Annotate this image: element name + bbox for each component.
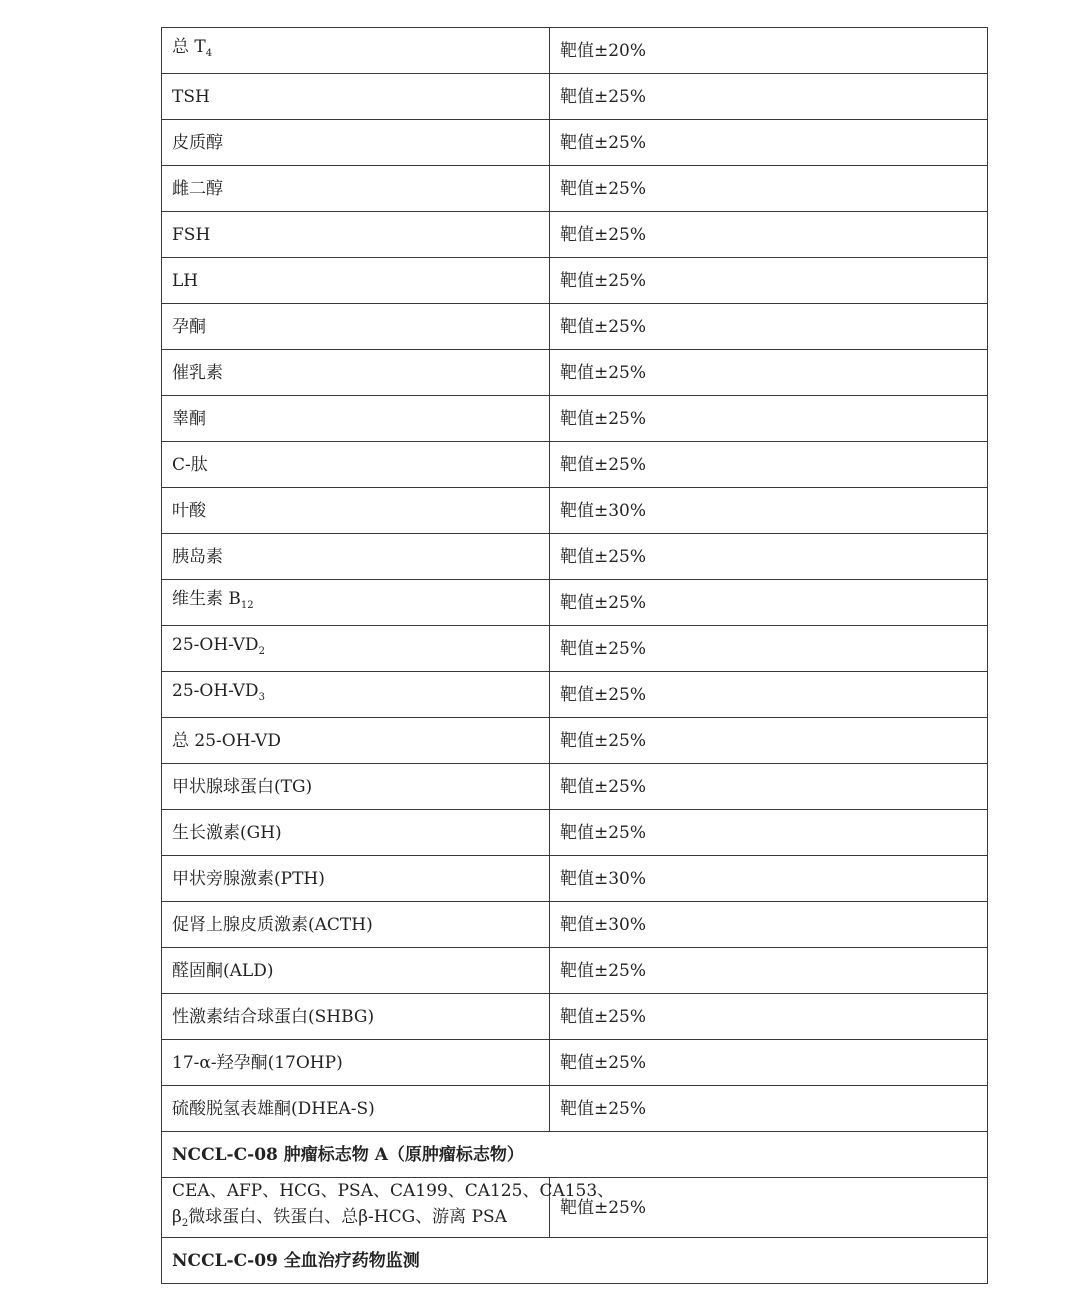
tumor-marker-line-2-rest: 微球蛋白、铁蛋白、总β-HCG、游离 PSA	[188, 1207, 507, 1227]
item-name-text: 催乳素	[172, 362, 223, 383]
tumor-marker-line-1: CEA、AFP、HCG、PSA、CA199、CA125、CA153、	[172, 1181, 615, 1201]
item-value: 靶值±25%	[550, 948, 988, 994]
item-value: 靶值±25%	[550, 810, 988, 856]
item-value: 靶值±25%	[550, 1086, 988, 1132]
table-row	[162, 672, 988, 718]
item-name-text: 性激素结合球蛋白(SHBG)	[172, 1006, 375, 1027]
table-row	[162, 120, 988, 166]
item-name	[162, 672, 550, 718]
item-name-text: 皮质醇	[172, 132, 223, 153]
item-name-text: FSH	[172, 224, 211, 245]
item-value: 靶值±25%	[550, 764, 988, 810]
table-row	[162, 764, 988, 810]
item-value: 靶值±25%	[550, 626, 988, 672]
beta-symbol: β	[172, 1207, 182, 1227]
item-name	[162, 350, 550, 396]
item-name-text: 甲状腺球蛋白(TG)	[172, 776, 313, 797]
item-value: 靶值±25%	[550, 718, 988, 764]
table-row	[162, 488, 988, 534]
section-title-c09: NCCL-C-09 全血治疗药物监测	[162, 1238, 988, 1284]
item-value: 靶值±20%	[550, 28, 988, 74]
item-value: 靶值±25%	[550, 580, 988, 626]
item-name-text: 总 25-OH-VD	[172, 730, 281, 751]
item-value: 靶值±25%	[550, 1040, 988, 1086]
item-value: 靶值±25%	[550, 166, 988, 212]
table-row	[162, 994, 988, 1040]
item-name	[162, 120, 550, 166]
criteria-table-body	[162, 28, 988, 1284]
item-name-text: 维生素 B	[172, 589, 241, 609]
item-name-text: 生长激素(GH)	[172, 822, 282, 843]
item-name	[162, 488, 550, 534]
item-name-text: 25-OH-VD	[172, 681, 259, 701]
item-value: 靶值±25%	[550, 672, 988, 718]
item-name-text: 醛固酮(ALD)	[172, 960, 274, 981]
table-row	[162, 718, 988, 764]
item-name	[162, 212, 550, 258]
item-name-text: TSH	[172, 86, 210, 107]
item-name	[162, 1040, 550, 1086]
table-row	[162, 534, 988, 580]
item-name-text: 促肾上腺皮质激素(ACTH)	[172, 914, 373, 935]
item-name	[162, 1086, 550, 1132]
item-name-subscript: 4	[205, 48, 213, 59]
item-name-text: 胰岛素	[172, 546, 223, 567]
item-name-text: 叶酸	[172, 500, 206, 521]
item-name	[162, 948, 550, 994]
table-row	[162, 856, 988, 902]
item-name	[162, 856, 550, 902]
item-name-subscript: 3	[258, 692, 265, 703]
table-row	[162, 580, 988, 626]
item-name	[162, 534, 550, 580]
item-name-text: C-肽	[172, 454, 208, 475]
table-row	[162, 1040, 988, 1086]
item-name	[162, 28, 550, 74]
item-value: 靶值±25%	[550, 120, 988, 166]
item-name-text: 硫酸脱氢表雄酮(DHEA-S)	[172, 1098, 375, 1119]
table-row	[162, 28, 988, 74]
table-row	[162, 212, 988, 258]
item-name-text: LH	[172, 270, 199, 291]
item-value: 靶值±25%	[550, 534, 988, 580]
item-value: 靶值±30%	[550, 856, 988, 902]
tumor-marker-value: 靶值±25%	[550, 1178, 988, 1238]
item-name-text: 雌二醇	[172, 178, 223, 199]
item-value: 靶值±25%	[550, 442, 988, 488]
table-row	[162, 166, 988, 212]
item-name	[162, 580, 550, 626]
item-name	[162, 626, 550, 672]
table-row	[162, 396, 988, 442]
item-value: 靶值±25%	[550, 304, 988, 350]
item-name	[162, 166, 550, 212]
item-name	[162, 74, 550, 120]
item-name-text: 甲状旁腺激素(PTH)	[172, 868, 325, 889]
item-name-text: 17-α-羟孕酮(17OHP)	[172, 1052, 343, 1073]
item-name	[162, 396, 550, 442]
item-name-text: 总 T	[172, 37, 206, 57]
item-value: 靶值±25%	[550, 212, 988, 258]
item-name-text: 睾酮	[172, 408, 206, 429]
item-value: 靶值±25%	[550, 258, 988, 304]
table-row	[162, 304, 988, 350]
section-row-c09	[162, 1238, 988, 1284]
item-value: 靶值±25%	[550, 396, 988, 442]
beta-subscript: 2	[181, 1218, 189, 1229]
item-name	[162, 304, 550, 350]
item-value: 靶值±30%	[550, 902, 988, 948]
item-name-subscript: 2	[258, 646, 265, 657]
tumor-marker-row	[162, 1178, 988, 1238]
item-name	[162, 718, 550, 764]
item-name	[162, 442, 550, 488]
table-row	[162, 902, 988, 948]
table-row	[162, 350, 988, 396]
item-value: 靶值±25%	[550, 350, 988, 396]
item-name	[162, 258, 550, 304]
table-row	[162, 74, 988, 120]
item-value: 靶值±30%	[550, 488, 988, 534]
table-row	[162, 810, 988, 856]
criteria-table	[161, 27, 988, 1284]
item-value: 靶值±25%	[550, 994, 988, 1040]
item-value: 靶值±25%	[550, 74, 988, 120]
item-name	[162, 810, 550, 856]
item-name	[162, 902, 550, 948]
table-row	[162, 626, 988, 672]
item-name-subscript: 12	[240, 600, 254, 611]
item-name-text: 25-OH-VD	[172, 635, 259, 655]
table-row	[162, 1086, 988, 1132]
section-title-c08: NCCL-C-08 肿瘤标志物 A（原肿瘤标志物）	[162, 1132, 988, 1178]
table-row	[162, 948, 988, 994]
table-row	[162, 258, 988, 304]
section-row-c08	[162, 1132, 988, 1178]
tumor-marker-line-2	[172, 1204, 539, 1237]
table-row	[162, 442, 988, 488]
item-name	[162, 764, 550, 810]
item-name	[162, 994, 550, 1040]
item-name-text: 孕酮	[172, 316, 206, 337]
